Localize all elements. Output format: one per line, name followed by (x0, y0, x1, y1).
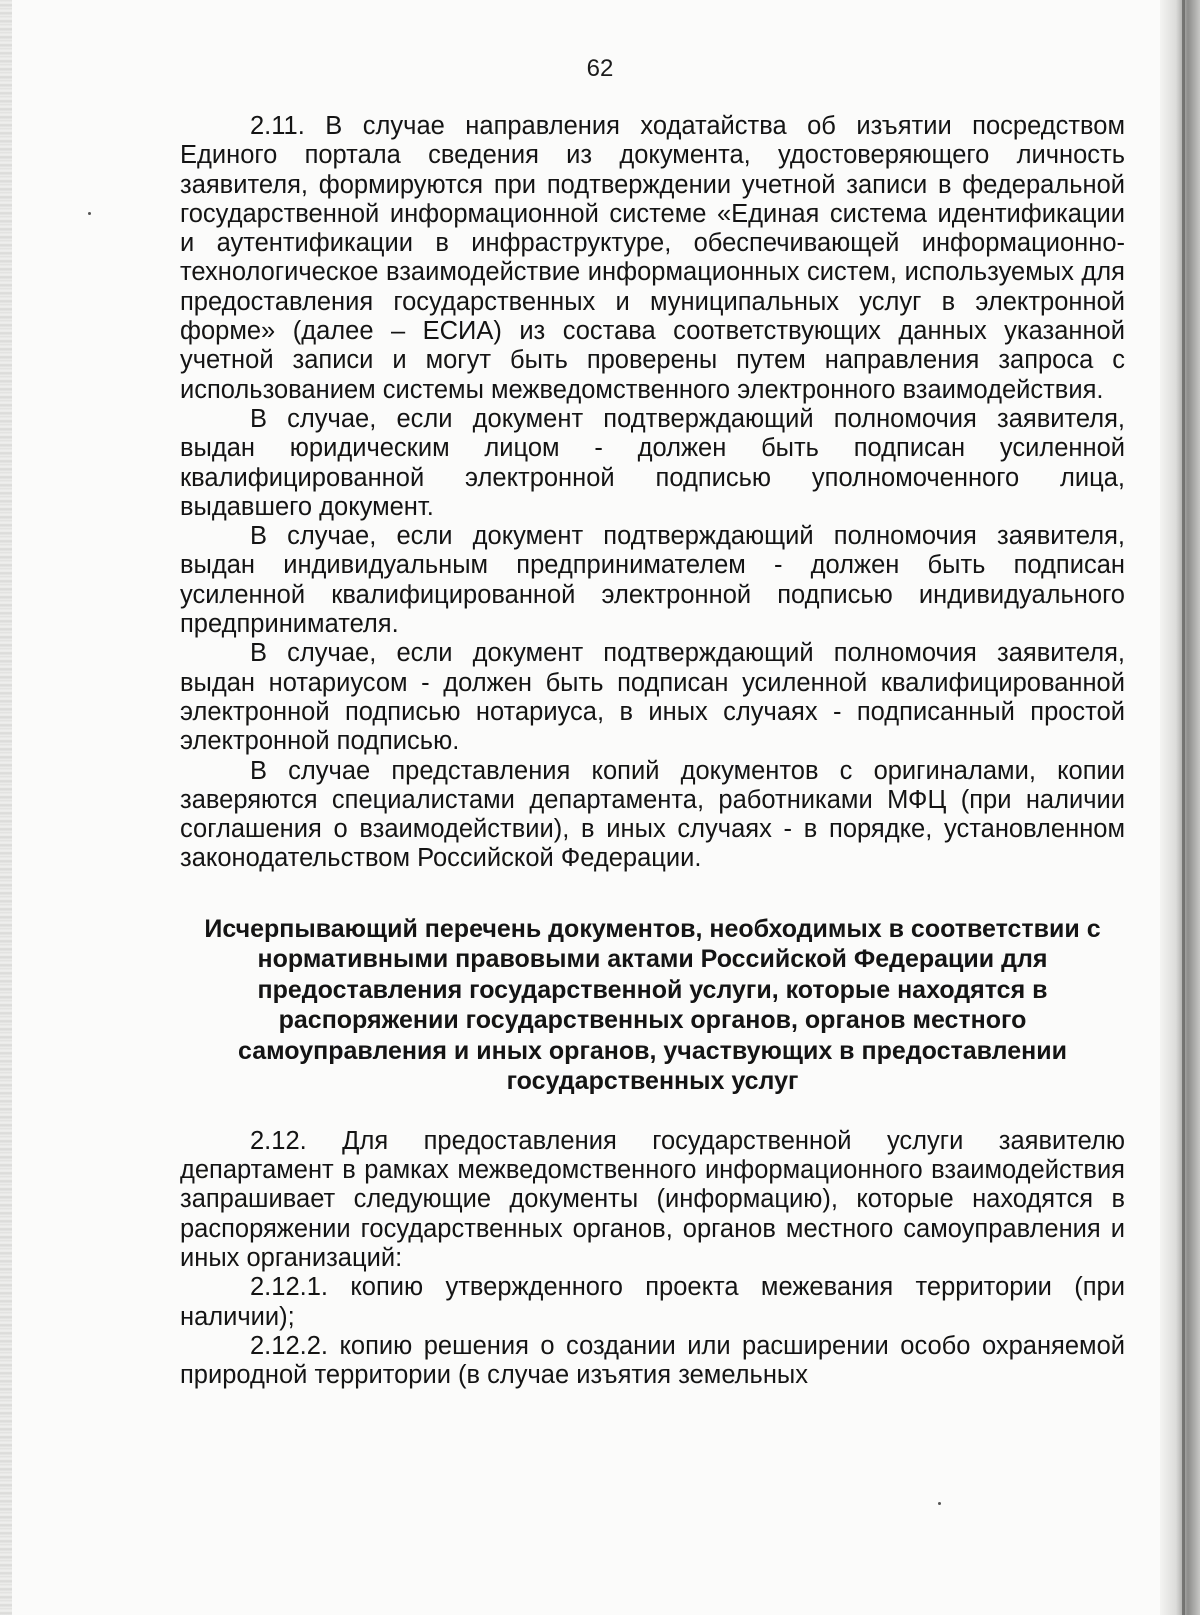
paragraph-2-12-1: 2.12.1. копию утвержденного проекта межевания территории (при наличии); (180, 1273, 1125, 1331)
paragraph-legal-entity: В случае, если документ подтверждающий полномочия заявителя, выдан юридическим лицом - должен быть подписан усиленной квалифицированной электронной подписью уполномоченного лица, выдавшего документ. (180, 404, 1125, 521)
paragraph-notary: В случае, если документ подтверждающий полномочия заявителя, выдан нотариусом - должен быть подписан усиленной квалифицированной электронной подписью нотариуса, в иных случаях - подписанный простой электронной подписью. (180, 639, 1125, 756)
scan-edge-left (0, 0, 12, 1615)
paragraph-2-11: 2.11. В случае направления ходатайства об изъятии посредством Единого портала сведения из документа, удостоверяющего личность заявителя, формируются при подтверждении учетной записи в федеральной государственной информационной системе «Единая система идентификации и аутентификации в инфраструктуре, обеспечивающей информационно-технологическое взаимодействие информационных систем, используемых для предоставления государственных и муниципальных услуг в электронной форме» (далее – ЕСИА) из состава соответствующих данных указанной учетной записи и могут быть проверены путем направления запроса с использованием системы межведомственного электронного взаимодействия. (180, 112, 1125, 404)
scan-speck (88, 212, 91, 215)
page-number: 62 (586, 55, 614, 82)
paragraph-2-12-2: 2.12.2. копию решения о создании или расширении особо охраняемой природной территории (в случае изъятия земельных (180, 1331, 1125, 1390)
scan-edge-right (1160, 0, 1200, 1615)
paragraph-entrepreneur: В случае, если документ подтверждающий полномочия заявителя, выдан индивидуальным предпринимателем - должен быть подписан усиленной квалифицированной электронной подписью индивидуального предпринимателя. (180, 522, 1125, 639)
paragraph-copies: В случае представления копий документов с оригиналами, копии заверяются специалистами департамента, работниками МФЦ (при наличии соглашения о взаимодействии), в иных случаях - в порядке, установленном законодательством Российской Федерации. (180, 756, 1125, 873)
scan-speck (938, 1502, 941, 1505)
section-heading: Исчерпывающий перечень документов, необходимых в соответствии с нормативными правовыми актами Российской Федерации для предоставления государственной услуги, которые находятся в распоряжении государственных органов, органов местного самоуправления и иных органов, участвующих в предоставлении государственных услуг (204, 914, 1101, 1096)
document-body (180, 112, 1125, 1390)
paragraph-2-12: 2.12. Для предоставления государственной услуги заявителю департамент в рамках межведомственного информационного взаимодействия запрашивает следующие документы (информацию), которые находятся в распоряжении государственных органов, органов местного самоуправления и иных организаций: (180, 1126, 1125, 1272)
